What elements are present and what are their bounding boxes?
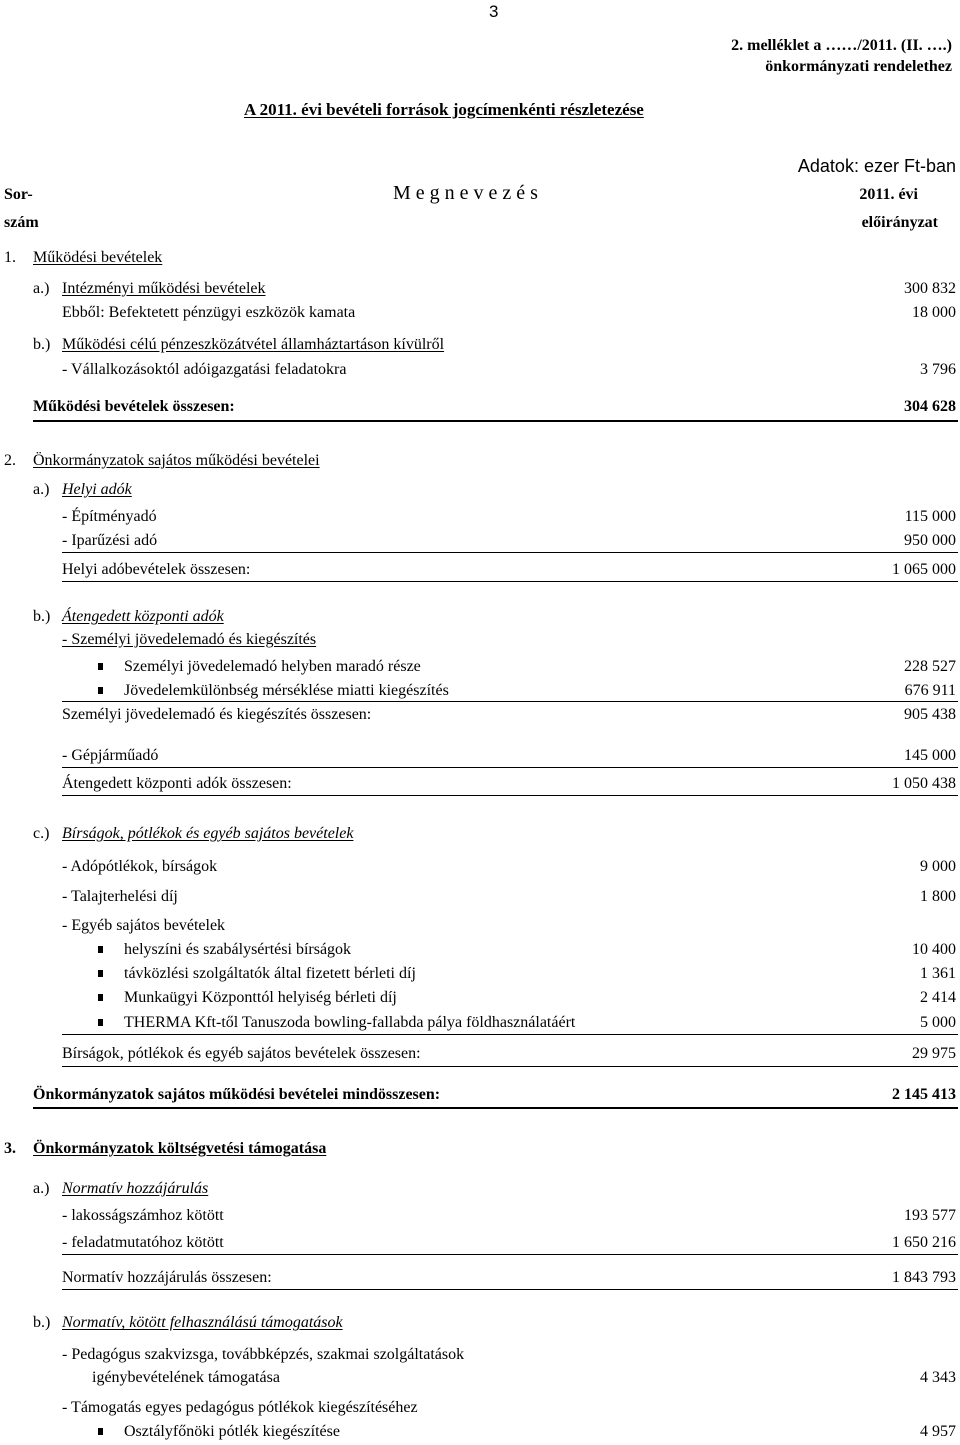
s2-c-total-rule (62, 1066, 958, 1067)
s3-b-item1-line1: - Pedagógus szakvizsga, továbbképzés, szakmai szolgáltatások (62, 1346, 465, 1363)
s2-b-bullet1-value: 228 527 (904, 658, 956, 675)
s1-a-letter: a.) (33, 280, 50, 297)
s2-b-letter: b.) (33, 608, 51, 625)
header-megnevezes: M e g n e v e z é s (393, 182, 538, 204)
s2-b-label: Átengedett központi adók (62, 608, 224, 625)
s2-a-item1-label: - Építményadó (62, 508, 157, 525)
s2-a-letter: a.) (33, 481, 50, 498)
s1-a-value: 300 832 (904, 280, 956, 297)
s2-c-bullet4-value: 5 000 (920, 1014, 956, 1031)
s2-c-total-value: 29 975 (912, 1045, 956, 1062)
s3-a-item1-value: 193 577 (904, 1207, 956, 1224)
s2-c-label: Bírságok, pótlékok és egyéb sajátos bevételek (62, 825, 354, 842)
s2-b-total-rule (62, 795, 958, 796)
s2-b-sub-label: - Személyi jövedelemadó és kiegészítés (62, 631, 317, 648)
s3-b-bullet1-label: Osztályfőnöki pótlék kiegészítése (124, 1423, 340, 1440)
s3-a-total-value: 1 843 793 (892, 1269, 956, 1286)
s2-a-item1-value: 115 000 (904, 508, 956, 525)
header-eloiranyzat: előirányzat (861, 214, 938, 231)
s2-b-item-rule (62, 767, 958, 768)
s3-number: 3. (4, 1140, 16, 1157)
s3-a-label: Normatív hozzájárulás (62, 1180, 209, 1197)
s2-a-item2-label: - Iparűzési adó (62, 532, 158, 549)
s2-b-sub-total-label: Személyi jövedelemadó és kiegészítés összesen: (62, 706, 372, 723)
s2-title: Önkormányzatok sajátos működési bevételei (33, 452, 320, 469)
s1-total-rule (33, 420, 958, 422)
s1-total-value: 304 628 (904, 398, 956, 415)
s3-b-item2-label: - Támogatás egyes pedagógus pótlékok kiegészítéséhez (62, 1399, 418, 1416)
s2-c-bullet2-label: távközlési szolgáltatók által fizetett bérleti díj (124, 965, 416, 982)
s2-c-item2-label: - Talajterhelési díj (62, 888, 178, 905)
s3-b-letter: b.) (33, 1314, 51, 1331)
s3-a-item2-label: - feladatmutatóhoz kötött (62, 1234, 224, 1251)
bullet-icon (98, 994, 103, 1001)
header-sor: Sor- (4, 186, 33, 203)
s3-a-item2-value: 1 650 216 (892, 1234, 956, 1251)
s1-b-letter: b.) (33, 336, 51, 353)
s3-b-item1-value: 4 343 (920, 1369, 956, 1386)
s1-total-label: Működési bevételek összesen: (33, 398, 235, 415)
s2-b-item-label: - Gépjárműadó (62, 747, 159, 764)
s2-c-item3-label: - Egyéb sajátos bevételek (62, 917, 226, 934)
s2-a-total-label: Helyi adóbevételek összesen: (62, 561, 251, 578)
s1-b-item-label: - Vállalkozásoktól adóigazgatási feladatokra (62, 361, 347, 378)
s3-a-item1-label: - lakosságszámhoz kötött (62, 1207, 224, 1224)
header-year: 2011. évi (859, 186, 918, 203)
s2-c-bullet1-value: 10 400 (912, 941, 956, 958)
s2-c-item1-label: - Adópótlékok, bírságok (62, 858, 218, 875)
s3-a-rule (62, 1254, 958, 1255)
s2-a-item2-value: 950 000 (904, 532, 956, 549)
s2-c-letter: c.) (33, 825, 50, 842)
s1-a-sub-label: Ebből: Befektetett pénzügyi eszközök kamata (62, 304, 356, 321)
s2-number: 2. (4, 452, 16, 469)
s2-c-bullet-rule (62, 1034, 958, 1035)
unit-note: Adatok: ezer Ft-ban (797, 156, 956, 176)
s2-c-item2-value: 1 800 (920, 888, 956, 905)
s1-a-sub-value: 18 000 (912, 304, 956, 321)
annex-line2: önkormányzati rendelethez (765, 58, 952, 75)
s1-title: Működési bevételek (33, 249, 163, 266)
bullet-icon (98, 1019, 103, 1026)
s2-b-item-value: 145 000 (904, 747, 956, 764)
s1-a-label: Intézményi működési bevételek (62, 280, 266, 297)
s2-grand-total-rule (33, 1107, 958, 1109)
s2-c-bullet4-label: THERMA Kft-től Tanuszoda bowling-fallabda pálya földhasználatáért (124, 1014, 576, 1031)
s3-b-label: Normatív, kötött felhasználású támogatások (62, 1314, 343, 1331)
s3-a-total-rule (62, 1289, 958, 1290)
bullet-icon (98, 687, 103, 694)
s3-b-item1-line2: igénybevételének támogatása (92, 1369, 280, 1386)
s2-a-label: Helyi adók (62, 481, 132, 498)
s2-a-total-rule (62, 581, 958, 582)
s2-b-bullet2-value: 676 911 (904, 682, 956, 699)
s2-b-total-label: Átengedett központi adók összesen: (62, 775, 292, 792)
s2-grand-total-value: 2 145 413 (892, 1086, 956, 1103)
s3-b-bullet1-value: 4 957 (920, 1423, 956, 1440)
s1-b-item-value: 3 796 (920, 361, 956, 378)
s2-b-bullet1-label: Személyi jövedelemadó helyben maradó része (124, 658, 421, 675)
s2-b-bullet-rule (62, 701, 958, 702)
bullet-icon (98, 1428, 103, 1435)
s2-c-bullet3-label: Munkaügyi Központtól helyiség bérleti díj (124, 989, 397, 1006)
s2-grand-total-label: Önkormányzatok sajátos működési bevételei mindösszesen: (33, 1086, 441, 1103)
page-title: A 2011. évi bevételi források jogcímenkénti részletezése (244, 100, 644, 119)
s2-b-sub-total-value: 905 438 (904, 706, 956, 723)
bullet-icon (98, 946, 103, 953)
page-number: 3 (489, 2, 499, 21)
s2-c-bullet1-label: helyszíni és szabálysértési bírságok (124, 941, 352, 958)
s2-a-total-value: 1 065 000 (892, 561, 956, 578)
s2-b-bullet2-label: Jövedelemkülönbség mérséklése miatti kiegészítés (124, 682, 449, 699)
s3-a-letter: a.) (33, 1180, 50, 1197)
s2-c-bullet2-value: 1 361 (920, 965, 956, 982)
s2-b-total-value: 1 050 438 (892, 775, 956, 792)
annex-line1: 2. melléklet a ……/2011. (II. ….) (731, 37, 952, 54)
header-szam: szám (4, 214, 39, 231)
s3-a-total-label: Normatív hozzájárulás összesen: (62, 1269, 272, 1286)
bullet-icon (98, 663, 103, 670)
s2-c-bullet3-value: 2 414 (920, 989, 956, 1006)
s1-b-label: Működési célú pénzeszközátvétel államháztartáson kívülről (62, 336, 445, 353)
s2-c-item1-value: 9 000 (920, 858, 956, 875)
s2-a-rule (62, 552, 958, 553)
s1-number: 1. (4, 249, 16, 266)
s3-title: Önkormányzatok költségvetési támogatása (33, 1140, 327, 1157)
bullet-icon (98, 970, 103, 977)
s2-c-total-label: Bírságok, pótlékok és egyéb sajátos bevételek összesen: (62, 1045, 421, 1062)
